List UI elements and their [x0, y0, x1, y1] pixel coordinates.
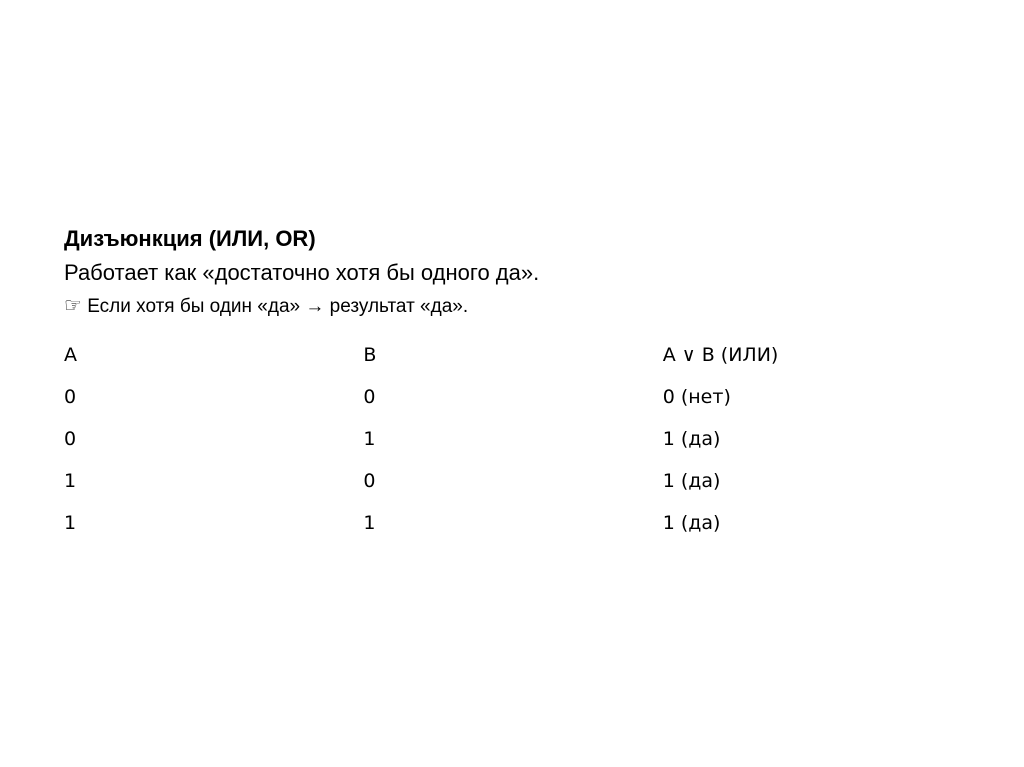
- cell-b: 0: [363, 386, 376, 408]
- cell-b: 1: [363, 428, 376, 450]
- cell-a: 1: [64, 512, 77, 534]
- cell-result: 1 (да): [662, 470, 721, 492]
- column-header-a: A: [64, 344, 77, 366]
- cell-result: 1 (да): [662, 512, 721, 534]
- rule-note: [64, 290, 964, 322]
- cell-a: 0: [64, 386, 77, 408]
- cell-result: 0 (нет): [662, 386, 731, 408]
- rule-note-text: Если хотя бы один «да» → результат «да».: [87, 296, 469, 317]
- cell-a: 1: [64, 470, 77, 492]
- truth-table: [58, 334, 978, 544]
- cell-result: 1 (да): [662, 428, 721, 450]
- cell-b: 0: [363, 470, 376, 492]
- cell-a: 0: [64, 428, 77, 450]
- table-row: [58, 460, 978, 502]
- page-subtitle: Работает как «достаточно хотя бы одного да».: [64, 260, 540, 285]
- page-title: Дизъюнкция (ИЛИ, OR): [64, 226, 316, 251]
- cell-b: 1: [363, 512, 376, 534]
- pointing-hand-icon: ☞: [64, 293, 82, 317]
- table-row: [58, 502, 978, 544]
- table-header-row: [58, 334, 978, 376]
- text-block: [64, 222, 964, 322]
- table-row: [58, 418, 978, 460]
- column-header-b: B: [363, 344, 377, 366]
- column-header-result: A ∨ B (ИЛИ): [662, 344, 779, 366]
- table-row: [58, 376, 978, 418]
